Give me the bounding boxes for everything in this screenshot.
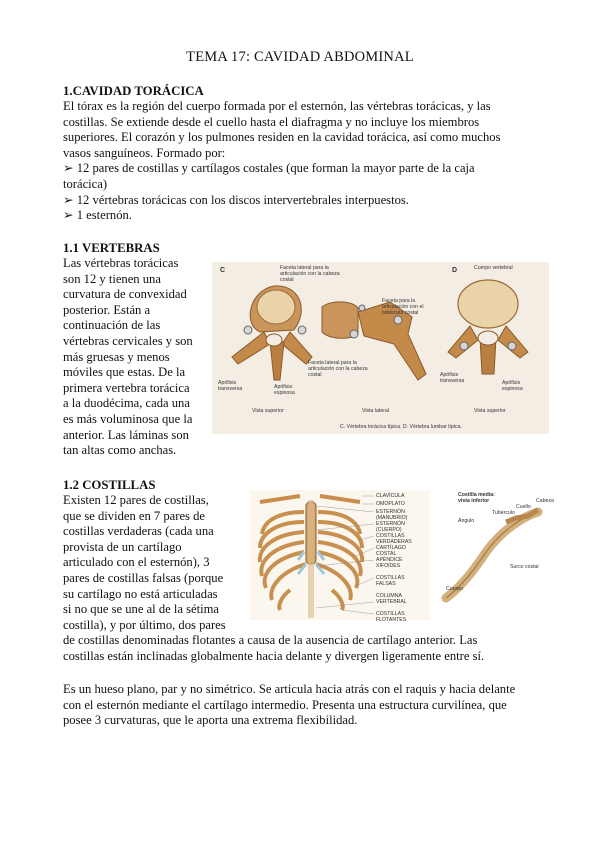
text-line: curvatura de convexidad [63, 287, 187, 302]
rib-label: ESTERNÓN (CUERPO) [376, 521, 405, 533]
annotation-label: Faceta para la articulación con el tubérculo costal [382, 298, 424, 316]
view-label: Vista superior [252, 408, 284, 414]
rib-detail-label: Costilla media: vista inferior [458, 492, 495, 504]
text-line: vasos sanguíneos. Formado por: [63, 145, 226, 160]
annotation-label: Apófisis transversa [218, 380, 243, 392]
rib-detail-label: Cuerpo [446, 586, 464, 592]
text-line: es más voluminosa que la [63, 411, 193, 426]
text-line: son 12 y tienen una [63, 271, 161, 286]
text-line: Es un hueso plano, par y no simétrico. Se articula hacia atrás con el raquis y hacia delante [63, 682, 516, 696]
list-item: ➢ 1 esternón. [63, 208, 132, 223]
view-label: Vista lateral [362, 408, 390, 414]
section-text-costillas [63, 493, 253, 633]
text-line: vértebras cervicales y son [63, 333, 193, 348]
view-label: Vista superior [474, 408, 506, 414]
text-line: pares de costillas falsas (porque [63, 570, 224, 585]
annotation-label: Faceta lateral para la articulación con la cabeza costal [308, 360, 368, 378]
section-text-costillas-continuation [63, 633, 553, 664]
section-heading-vertebras: 1.1 VERTEBRAS [63, 241, 160, 255]
text-line: de costillas denominadas flotantes a causa de la ausencia de cartílago anterior. Las [63, 633, 478, 647]
text-line: continuación de las [63, 318, 161, 333]
text-line: costillas. Se extiende desde el cuello hasta el diafragma y no incluye los miembros [63, 114, 480, 129]
rib-label: OMOPLATO [376, 501, 405, 507]
text-line: anterior. Las láminas son [63, 427, 189, 442]
text-line: si no que se une al de la sétima [63, 602, 219, 617]
section-heading-costillas: 1.2 COSTILLAS [63, 478, 156, 492]
rib-detail-label: Surco costal [510, 564, 539, 570]
rib-label: COSTILLAS VERDADERAS [376, 533, 412, 545]
annotation-label: Cuerpo vertebral [474, 265, 513, 271]
annotation-label: Apófisis espinosa [502, 380, 523, 392]
section-text-cavidad-toracica [63, 99, 543, 224]
text-line: con el esternón mediante el cartílago intermedio. Presenta una estructura curvilínea, que [63, 697, 507, 712]
text-line: que se dividen en 7 pares de [63, 508, 205, 523]
text-line: su cartílago no está articuladas [63, 586, 218, 601]
text-line: a la duodécima, cada una [63, 396, 190, 411]
text-line: primera vertebra torácica [63, 380, 190, 395]
rib-detail-label: Cabeza [536, 498, 554, 504]
text-line: articulado con el esternón), 3 [63, 555, 210, 570]
rib-detail-label: Ángulo [458, 518, 475, 524]
paragraph-hueso-plano [63, 682, 553, 729]
annotation-label: Apófisis transversa [440, 372, 465, 384]
page-title: TEMA 17: CAVIDAD ABDOMINAL [186, 49, 414, 65]
figure-caption: C. Vértebra torácica típica. D. Vértebra lumbar típica. [340, 424, 462, 430]
text-line: Existen 12 pares de costillas, [63, 493, 209, 507]
thoracic-vertebra-superior-view [232, 286, 312, 380]
rib-label: COSTILLAS FALSAS [376, 575, 405, 587]
list-item: ➢ 12 pares de costillas y cartílagos costales (que forman la mayor parte de la caja [63, 161, 475, 176]
text-line: móviles que estas. De la [63, 365, 186, 380]
lumbar-vertebra-superior-view [448, 280, 528, 374]
text-line: posee 3 curvaturas, que le aporta una extrema flexibilidad. [63, 713, 358, 728]
rib-label: COSTILLAS FLOTANTES [376, 611, 407, 623]
text-line: costillas están inclinadas globalmente hacia delante y divergen ligeramente entre sí. [63, 648, 485, 663]
single-rib-figure [432, 490, 554, 608]
list-item-continuation: torácica) [63, 176, 108, 191]
list-item: ➢ 12 vértebras torácicas con los discos intervertebrales interpuestos. [63, 192, 409, 207]
vertebrae-figure [212, 262, 549, 434]
text-line: más gruesas y menos [63, 349, 170, 364]
section-heading-cavidad-toracica: 1.CAVIDAD TORÁCICA [63, 84, 204, 98]
rib-label: CARTÍLAGO COSTAL [376, 545, 406, 557]
rib-detail-label: Cuello [516, 504, 531, 510]
rib-detail-label: Tubérculo [492, 510, 515, 516]
rib-label: CLAVÍCULA [376, 493, 405, 499]
rib-label: APÉNDICE XIFOIDES [376, 557, 403, 569]
section-text-vertebras [63, 256, 213, 459]
text-line: costilla), y por último, dos pares [63, 617, 226, 632]
rib-label: COLUMNA VERTEBRAL [376, 593, 407, 605]
figure-label-d: D [452, 267, 458, 274]
text-line: costillas verdaderas (cada una [63, 524, 214, 539]
text-line: El tórax es la región del cuerpo formada por el esternón, las vértebras torácicas, y las [63, 99, 491, 113]
text-line: Las vértebras torácicas [63, 256, 179, 270]
text-line: superiores. El corazón y los pulmones residen en la cavidad torácica, así como muchos [63, 130, 501, 145]
annotation-label: Faceta lateral para la articulación con la cabeza costal [280, 265, 340, 283]
annotation-label: Apófisis espinosa [274, 384, 295, 396]
rib-cage-figure [250, 490, 430, 623]
text-line: posterior. Están a [63, 302, 151, 317]
rib-label: ESTERNÓN (MANUBRIO) [376, 509, 408, 521]
text-line: provista de un cartílago [63, 539, 182, 554]
figure-label-c: C [220, 267, 226, 274]
text-line: tan altas como anchas. [63, 443, 177, 458]
